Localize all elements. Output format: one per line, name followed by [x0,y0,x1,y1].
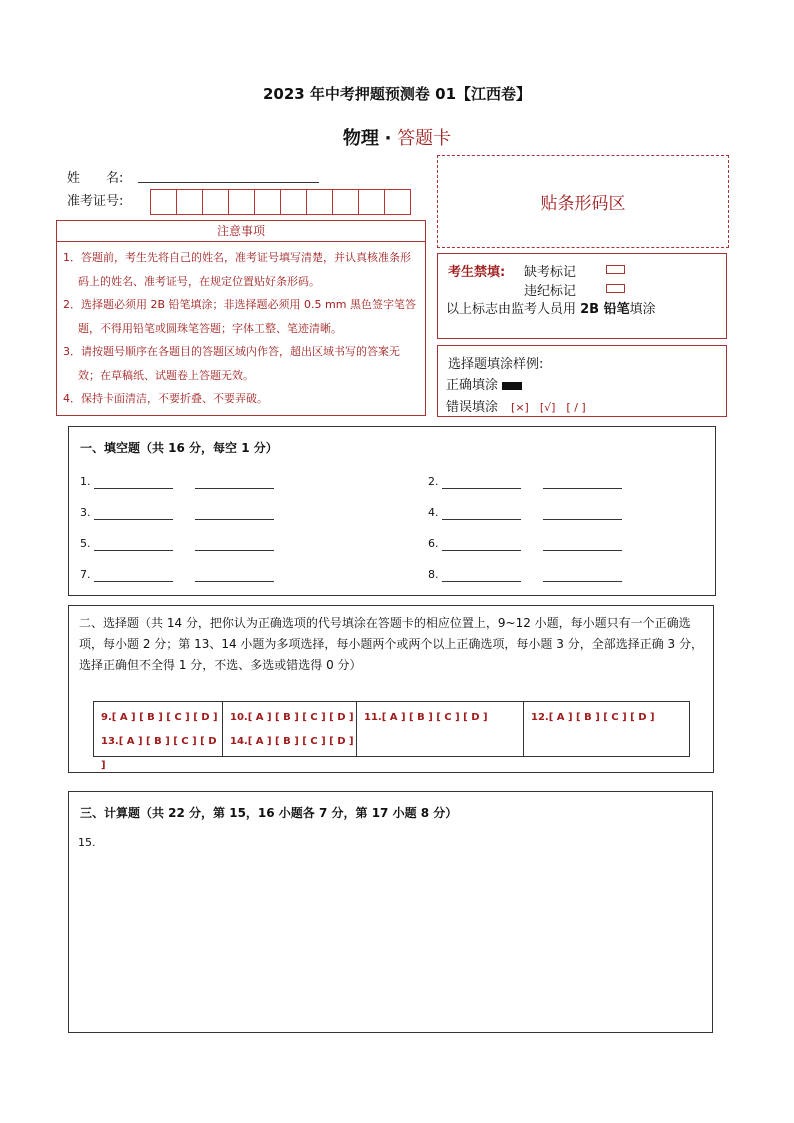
fill-in-section [68,426,716,596]
fill-blank-question [428,535,622,551]
fill-sample-box [437,345,727,417]
answer-blank[interactable] [195,507,274,520]
fill-blank-question [80,473,274,489]
answer-blank[interactable] [543,569,622,582]
subject-label: 物理 [342,128,379,149]
id-digit-box[interactable] [384,189,411,215]
fill-blank-question [80,504,274,520]
choice-question[interactable]: 13.[ A ] [ B ] [ C ] [ D ] [101,736,217,771]
question-number: 4. [428,506,439,519]
answer-blank[interactable] [195,476,274,489]
examiner-only-box [437,253,727,339]
question-number: 2. [428,475,439,488]
card-label: 答题卡 [397,128,452,149]
question-number: 1. [80,475,91,488]
answer-blank[interactable] [94,476,173,489]
section3-title: 三、计算题（共 22 分，第 15，16 小题各 7 分，第 17 小题 8 分） [80,806,458,820]
answer-blank[interactable] [543,507,622,520]
section1-title: 一、填空题（共 16 分，每空 1 分） [80,441,278,455]
question-number: 3. [80,506,91,519]
id-digit-box[interactable] [358,189,385,215]
notice-item: 3．请按题号顺序在各题目的答题区域内作答，超出区域书写的答案无效；在草稿纸、试题卷上答题无效。 [63,345,400,382]
question-15-label: 15. [78,836,96,849]
question-number: 6. [428,537,439,550]
violation-label: 违纪标记 [524,284,577,299]
barcode-area [437,155,729,248]
multiple-choice-section [68,605,714,773]
section2-title: 二、选择题（共 14 分，把你认为正确选项的代号填涂在答题卡的相应位置上，9~12 小题，每小题只有一个正确选项，每小题 2 分；第 13、14 小题为多项选择，每小题两个或两个以上正确选项，每小题 3 分，全部选择正确 3 分，选择正确但不全得 1 分，不选、多选或错选得 0 分） [79,616,703,672]
notice-box [56,220,426,416]
question-number: 7. [80,568,91,581]
answer-blank[interactable] [442,538,521,551]
choice-question[interactable]: 9.[ A ] [ B ] [ C ] [ D ] [101,712,218,723]
fill-blank-question [80,535,274,551]
name-field[interactable] [138,182,319,183]
id-digit-box[interactable] [176,189,203,215]
notice-item: 2．选择题必须用 2B 铅笔填涂；非选择题必须用 0.5 mm 黑色签字笔答题，不得用铅笔或圆珠笔答题；字体工整、笔迹清晰。 [63,298,416,335]
choice-question[interactable]: 11.[ A ] [ B ] [ C ] [ D ] [364,712,488,723]
id-digit-box[interactable] [332,189,359,215]
calculation-section [68,791,713,1033]
notice-item: 4．保持卡面清洁，不要折叠、不要弄破。 [63,392,268,405]
id-digit-box[interactable] [228,189,255,215]
forbid-note: 以上标志由监考人员用 2B 铅笔填涂 [446,302,656,317]
id-digit-box[interactable] [150,189,177,215]
id-label: 准考证号: [67,194,124,209]
answer-blank[interactable] [195,569,274,582]
answer-blank[interactable] [94,538,173,551]
answer-area-15[interactable] [99,852,699,1022]
forbid-label: 考生禁填: [448,265,506,280]
choice-table [93,701,690,771]
sample-title: 选择题填涂样例: [448,357,544,372]
fill-blank-question [428,473,622,489]
question-number: 8. [428,568,439,581]
fill-blank-question [80,566,274,582]
answer-blank[interactable] [442,476,521,489]
barcode-label: 贴条形码区 [540,194,626,214]
fill-blank-question [428,566,622,582]
question-number: 5. [80,537,91,550]
choice-question[interactable]: 10.[ A ] [ B ] [ C ] [ D ] [230,712,354,723]
notice-item: 1．答题前，考生先将自己的姓名，准考证号填写清楚，并认真核准条形码上的姓名、准考证号，在规定位置贴好条形码。 [63,251,411,288]
choice-question[interactable]: 14.[ A ] [ B ] [ C ] [ D ] [230,736,354,747]
name-label: 姓 名: [67,171,124,186]
absent-mark-box[interactable] [606,265,625,274]
answer-blank[interactable] [94,507,173,520]
id-digit-box[interactable] [202,189,229,215]
answer-blank[interactable] [543,538,622,551]
answer-blank[interactable] [195,538,274,551]
separator-dot: · [384,128,392,149]
notice-heading: 注意事项 [57,221,425,242]
card-subtitle [0,124,794,150]
id-digit-box[interactable] [280,189,307,215]
choice-question[interactable]: 12.[ A ] [ B ] [ C ] [ D ] [531,712,655,723]
violation-mark-box[interactable] [606,284,625,293]
id-digit-box[interactable] [254,189,281,215]
answer-blank[interactable] [94,569,173,582]
id-digit-box[interactable] [306,189,333,215]
answer-blank[interactable] [543,476,622,489]
sample-correct: 正确填涂 [446,374,522,393]
fill-blank-question [428,504,622,520]
sample-wrong: 错误填涂 [×] [√] [ / ] [446,400,586,415]
page-title: 2023 年中考押题预测卷 01【江西卷】 [262,85,532,103]
absent-label: 缺考标记 [524,265,577,280]
answer-blank[interactable] [442,569,521,582]
id-number-boxes[interactable] [151,189,411,215]
answer-blank[interactable] [442,507,521,520]
filled-mark [502,382,522,390]
